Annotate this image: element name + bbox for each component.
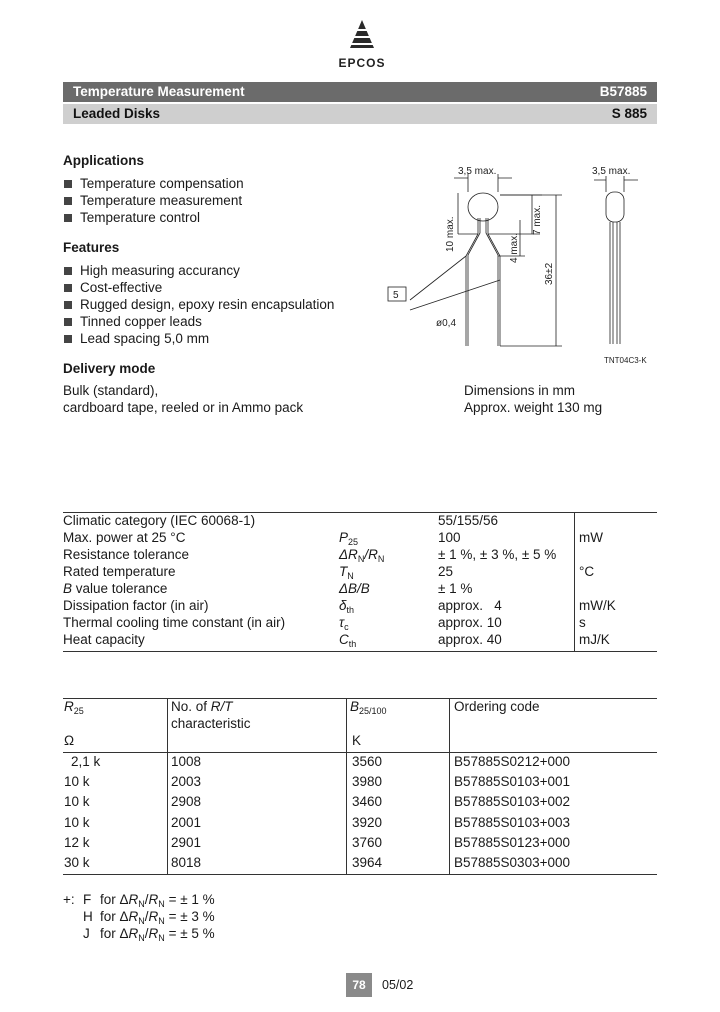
dim-wire: ø0,4 <box>436 318 457 329</box>
cell-rt: 8018 <box>171 855 202 870</box>
table-row <box>63 794 657 814</box>
cell-ordering-code: B57885S0303+000 <box>454 855 570 870</box>
delivery-line-1: Bulk (standard), <box>63 383 159 398</box>
cell-rt: 1008 <box>171 754 202 769</box>
cell-ordering-code: B57885S0123+000 <box>454 834 570 850</box>
dimension-drawing <box>380 160 660 370</box>
table-row <box>63 855 657 875</box>
cell-rt: 2901 <box>171 834 202 850</box>
delivery-heading: Delivery mode <box>63 361 156 376</box>
spec-value: approx. 4 <box>438 598 502 613</box>
spec-label: Heat capacity <box>63 632 145 647</box>
dimensions-note: Dimensions in mm <box>464 383 576 398</box>
spec-symbol: $\tau_c$ <box>339 615 349 632</box>
spec-unit: s <box>579 615 586 630</box>
features-list <box>63 262 334 347</box>
order-header <box>63 699 657 753</box>
cell-ordering-code: B57885S0212+000 <box>454 754 570 769</box>
series-number: S 885 <box>611 106 647 121</box>
col-rt-label-2: characteristic <box>171 716 251 731</box>
spec-unit: mJ/K <box>579 632 610 647</box>
spec-symbol: $C_{th}$ <box>339 632 357 649</box>
cell-r25: 12 k <box>64 834 90 850</box>
spec-value: 25 <box>438 564 454 579</box>
part-number: B57885 <box>599 84 647 99</box>
spec-row <box>63 547 657 564</box>
bullet-item: Tinned copper leads <box>63 313 334 330</box>
cell-b: 3460 <box>352 794 383 810</box>
spec-row <box>63 513 657 530</box>
spec-row <box>63 598 657 615</box>
header-bar <box>63 82 657 102</box>
spec-label: Thermal cooling time constant (in air) <box>63 615 286 630</box>
cell-r25: 10 k <box>64 814 90 830</box>
spec-symbol: $T_N$ <box>339 564 354 581</box>
spec-label: Max. power at 25 °C <box>63 530 186 545</box>
weight-note: Approx. weight 130 mg <box>464 400 603 415</box>
spec-value: 55/155/56 <box>438 513 499 528</box>
spec-unit: mW <box>579 530 603 545</box>
table-row <box>63 754 657 774</box>
col-rt-label: No. of <box>171 699 211 714</box>
spec-value: ± 1 % <box>438 581 473 596</box>
epcos-logo <box>322 14 402 74</box>
spec-label: B value tolerance <box>63 581 168 596</box>
spec-value: approx. 10 <box>438 615 502 630</box>
bullet-item: Temperature compensation <box>63 175 244 192</box>
col-rt-sym: R/T <box>210 699 233 714</box>
dim-4max: 4 max. <box>509 232 520 263</box>
applications-heading: Applications <box>63 153 145 168</box>
spec-symbol: $\Delta R_N/R_N$ <box>339 547 385 564</box>
dim-7max: 7 max. <box>532 204 543 235</box>
cell-r25: 2,1 k <box>71 754 101 769</box>
note-line: J for $\Delta R_N/R_N$ = ± 5 % <box>83 926 215 943</box>
col-ordering-code: Ordering code <box>454 699 540 714</box>
spec-value: ± 1 %, ± 3 %, ± 5 % <box>438 547 557 562</box>
dim-length: 36±2 <box>544 262 555 285</box>
cell-rt: 2003 <box>171 774 202 790</box>
spec-value: 100 <box>438 530 461 545</box>
issue-date: 05/02 <box>382 978 414 992</box>
cell-b: 3964 <box>352 855 383 870</box>
spec-symbol: ΔB/B <box>339 581 370 596</box>
spec-label: Rated temperature <box>63 564 176 579</box>
cell-r25: 10 k <box>64 774 90 790</box>
page-number: 78 <box>346 973 372 997</box>
dim-width-front: 3,5 max. <box>458 166 497 177</box>
cell-r25: 30 k <box>64 855 90 870</box>
col-r25-sub: 25 <box>73 706 84 716</box>
cell-ordering-code: B57885S0103+001 <box>454 774 570 790</box>
table-row <box>63 835 657 855</box>
page-subtitle: Leaded Disks <box>73 106 161 121</box>
spec-value: approx. 40 <box>438 632 502 647</box>
table-row <box>63 815 657 835</box>
dim-10max: 10 max. <box>445 216 456 252</box>
spec-label: Dissipation factor (in air) <box>63 598 209 613</box>
dim-width-side: 3,5 max. <box>592 166 631 177</box>
spec-row <box>63 615 657 632</box>
spec-symbol: $\delta_{th}$ <box>339 598 355 615</box>
subheader-bar <box>63 104 657 124</box>
cell-rt: 2908 <box>171 794 202 810</box>
spec-row <box>63 530 657 547</box>
spec-row <box>63 581 657 598</box>
cell-b: 3760 <box>352 834 383 850</box>
applications-list <box>63 175 244 226</box>
dim-spacing: 5 <box>393 290 399 301</box>
bullet-item: Rugged design, epoxy resin encapsulation <box>63 296 334 313</box>
table-row <box>63 774 657 794</box>
note-line: +: F for $\Delta R_N/R_N$ = ± 1 % <box>63 892 215 909</box>
bullet-item: Cost-effective <box>63 279 334 296</box>
spec-row <box>63 632 657 649</box>
cell-ordering-code: B57885S0103+003 <box>454 814 570 830</box>
spec-label: Resistance tolerance <box>63 547 190 562</box>
spec-row <box>63 564 657 581</box>
cell-ordering-code: B57885S0103+002 <box>454 794 570 810</box>
col-b-sub: 25/100 <box>359 706 387 716</box>
page-title: Temperature Measurement <box>73 84 245 99</box>
spec-label: Climatic category (IEC 60068-1) <box>63 513 256 528</box>
col-b-sym: B <box>350 699 360 714</box>
note-line: H for $\Delta R_N/R_N$ = ± 3 % <box>83 909 215 926</box>
cell-b: 3920 <box>352 814 383 830</box>
cell-rt: 2001 <box>171 814 202 830</box>
spec-unit: mW/K <box>579 598 616 613</box>
specs-bottom-rule <box>63 651 657 652</box>
features-heading: Features <box>63 240 120 255</box>
cell-r25: 10 k <box>64 794 90 810</box>
bullet-item: Lead spacing 5,0 mm <box>63 330 334 347</box>
spec-unit: °C <box>579 564 595 579</box>
col-r25-sym: R <box>64 699 74 714</box>
bullet-item: High measuring accurancy <box>63 262 334 279</box>
cell-b: 3980 <box>352 774 383 790</box>
bullet-item: Temperature control <box>63 209 244 226</box>
spec-symbol: $P_{25}$ <box>339 530 359 547</box>
col-r25-unit: Ω <box>64 733 75 748</box>
cell-b: 3560 <box>352 754 383 769</box>
logo-text: EPCOS <box>338 56 386 70</box>
bullet-item: Temperature measurement <box>63 192 244 209</box>
drawing-code: TNT04C3-K <box>604 356 647 365</box>
col-b-unit: K <box>352 733 362 748</box>
delivery-line-2: cardboard tape, reeled or in Ammo pack <box>63 400 304 415</box>
